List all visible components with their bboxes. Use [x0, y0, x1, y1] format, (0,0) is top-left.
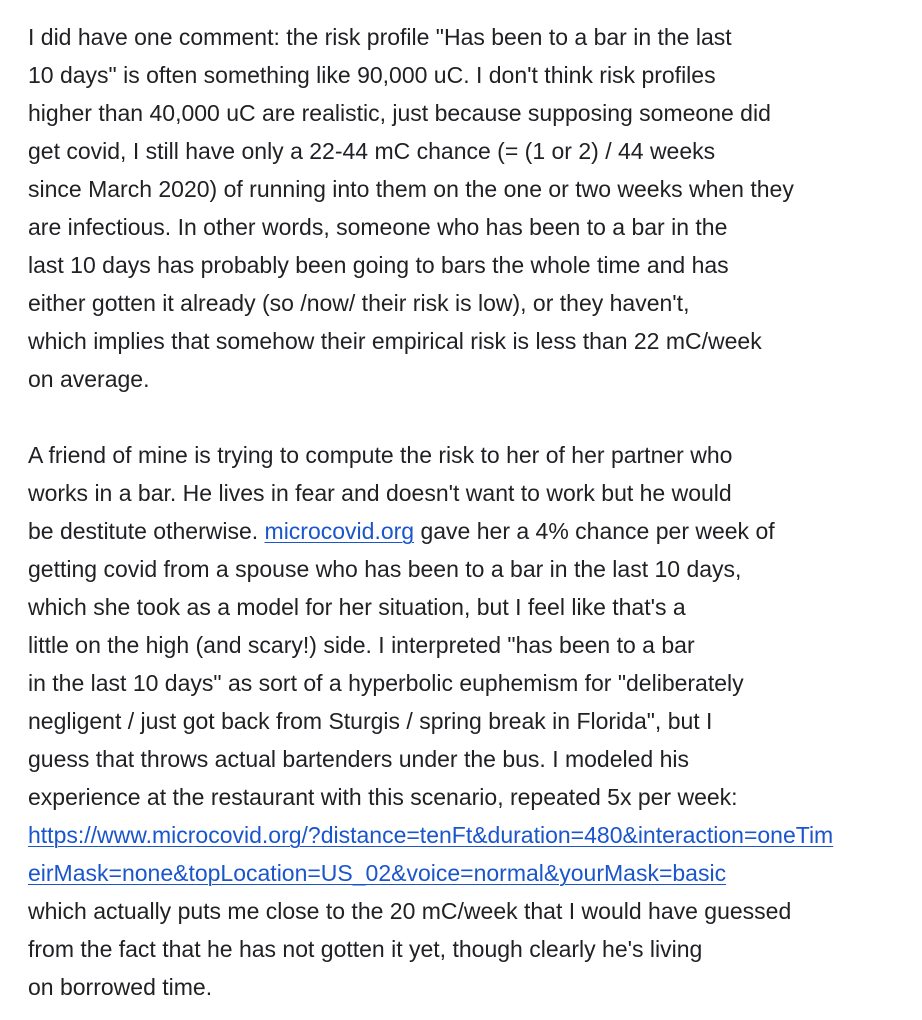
text-line: on borrowed time.: [28, 974, 213, 1000]
paragraph-spacer: [28, 398, 922, 436]
text-line: are infectious. In other words, someone who has been to a bar in the: [28, 214, 728, 240]
text-line: I did have one comment: the risk profile "Has been to a bar in the last: [28, 24, 732, 50]
text-line: little on the high (and scary!) side. I interpreted "has been to a bar: [28, 632, 695, 658]
paragraph-1: [28, 18, 922, 398]
email-body: [28, 18, 922, 1006]
text-line: A friend of mine is trying to compute the risk to her of her partner who: [28, 442, 733, 468]
text-line: negligent / just got back from Sturgis / spring break in Florida", but I: [28, 708, 713, 734]
text-line: either gotten it already (so /now/ their risk is low), or they haven't,: [28, 290, 690, 316]
text-line: higher than 40,000 uC are realistic, just because supposing someone did: [28, 100, 771, 126]
text-line: experience at the restaurant with this scenario, repeated 5x per week:: [28, 784, 738, 810]
text-line: [28, 854, 922, 892]
text-line: works in a bar. He lives in fear and doesn't want to work but he would: [28, 480, 732, 506]
text-line: since March 2020) of running into them on the one or two weeks when they: [28, 176, 794, 202]
text-line: which she took as a model for her situation, but I feel like that's a: [28, 594, 686, 620]
text-line: in the last 10 days" as sort of a hyperbolic euphemism for "deliberately: [28, 670, 744, 696]
text-line: which implies that somehow their empirical risk is less than 22 mC/week: [28, 328, 762, 354]
paragraph-2: [28, 436, 922, 1006]
text-line: on average.: [28, 366, 150, 392]
text-line: 10 days" is often something like 90,000 uC. I don't think risk profiles: [28, 62, 716, 88]
text-line: guess that throws actual bartenders under the bus. I modeled his: [28, 746, 690, 772]
text-segment: be destitute otherwise.: [28, 518, 265, 544]
text-line: last 10 days has probably been going to bars the whole time and has: [28, 252, 729, 278]
microcovid-link[interactable]: microcovid.org: [264, 518, 415, 544]
text-line: from the fact that he has not gotten it yet, though clearly he's living: [28, 936, 703, 962]
text-line: [28, 512, 922, 550]
text-line: [28, 816, 922, 854]
scenario-url-link-continued[interactable]: eirMask=none&topLocation=US_02&voice=normal&yourMask=basic: [28, 860, 727, 886]
text-segment: gave her a 4% chance per week of: [414, 518, 775, 544]
text-line: which actually puts me close to the 20 mC/week that I would have guessed: [28, 898, 792, 924]
text-line: get covid, I still have only a 22-44 mC chance (= (1 or 2) / 44 weeks: [28, 138, 716, 164]
scenario-url-link[interactable]: https://www.microcovid.org/?distance=tenFt&duration=480&interaction=oneTim: [28, 822, 834, 848]
text-line: getting covid from a spouse who has been to a bar in the last 10 days,: [28, 556, 742, 582]
